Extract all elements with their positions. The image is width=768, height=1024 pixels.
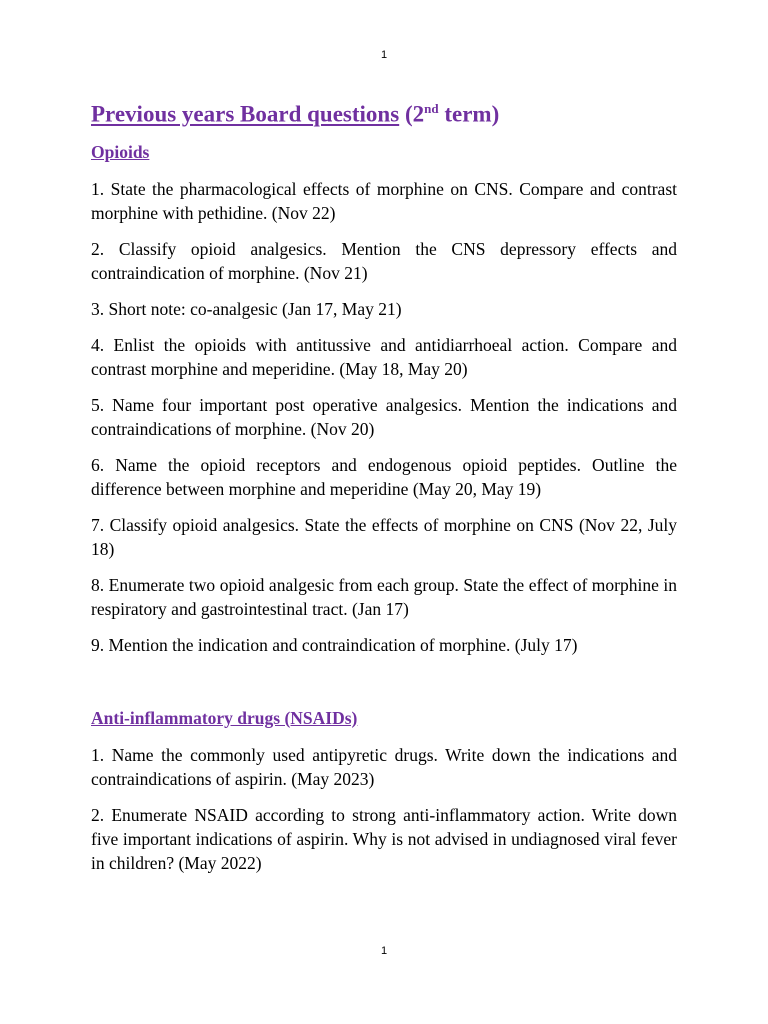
page-number-bottom: 1 <box>380 945 388 957</box>
question-item: 6. Name the opioid receptors and endogenous opioid peptides. Outline the difference between morphine and meperidine (May 20, May 19) <box>91 454 677 499</box>
page-number-top: 1 <box>380 49 388 61</box>
question-item: 3. Short note: co-analgesic (Jan 17, May 21) <box>91 298 402 319</box>
page-content <box>91 92 677 887</box>
section-heading-opioids: Opioids <box>91 141 150 162</box>
question-item: 1. Name the commonly used antipyretic drugs. Write down the indications and contraindications of aspirin. (May 2023) <box>91 744 677 789</box>
question-item: 4. Enlist the opioids with antitussive and antidiarrhoeal action. Compare and contrast morphine and meperidine. (May 18, May 20) <box>91 334 677 379</box>
title-paren-close: term) <box>438 101 500 127</box>
title-main: Previous years Board questions <box>91 101 400 127</box>
question-item: 5. Name four important post operative analgesics. Mention the indications and contraindications of morphine. (Nov 20) <box>91 394 677 439</box>
page-title <box>91 92 677 132</box>
question-item: 1. State the pharmacological effects of morphine on CNS. Compare and contrast morphine with pethidine. (Nov 22) <box>91 178 677 223</box>
title-superscript: nd <box>424 101 439 116</box>
question-item: 7. Classify opioid analgesics. State the effects of morphine on CNS (Nov 22, July 18) <box>91 514 677 559</box>
question-item: 9. Mention the indication and contraindication of morphine. (July 17) <box>91 634 578 655</box>
title-paren-open: (2 <box>399 101 425 127</box>
question-item: 2. Classify opioid analgesics. Mention the CNS depressory effects and contraindication of morphine. (Nov 21) <box>91 238 677 283</box>
section-heading-nsaids: Anti-inflammatory drugs (NSAIDs) <box>91 707 358 728</box>
question-item: 8. Enumerate two opioid analgesic from each group. State the effect of morphine in respiratory and gastrointestinal tract. (Jan 17) <box>91 574 677 619</box>
question-item: 2. Enumerate NSAID according to strong anti-inflammatory action. Write down five important indications of aspirin. Why is not advised in undiagnosed viral fever in children? (May 2022) <box>91 804 677 873</box>
